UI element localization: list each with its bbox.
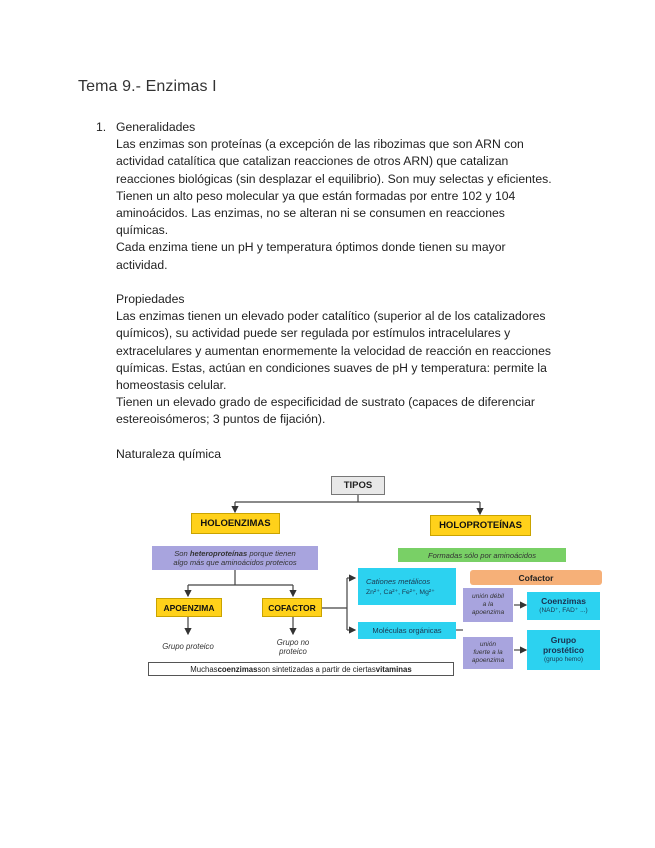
coenzimas-note: Muchas coenzimas son sintetizadas a partir de ciertas vitaminas: [148, 662, 454, 676]
grupo-prostetico-line: Grupo: [550, 635, 577, 645]
paragraph-line: estereoisómeros; 3 puntos de fijación).: [116, 412, 326, 427]
heteroproteinas-box: [152, 546, 318, 570]
grupo-proteico-label: Grupo proteico: [162, 641, 214, 651]
holoproteinas-box: HOLOPROTEÍNAS: [430, 515, 531, 536]
paragraph-line: homeostasis celular.: [116, 378, 227, 393]
heteroproteinas-line-1: Son heteroproteínas porque tienen: [174, 549, 296, 558]
section-generalidades: [116, 119, 586, 463]
paragraph-line: reacciones biológicas (sin desplazar el equilibrio). Son muy selectas y eficientes.: [116, 171, 552, 186]
paragraph-line: Tienen un alto peso molecular ya que están formadas por entre 102 y 104: [116, 188, 516, 203]
holoenzimas-box: HOLOENZIMAS: [191, 513, 280, 534]
paragraph-line: químicos), su actividad puede ser regulada por estímulos intracelulares y: [116, 326, 511, 341]
grupo-prostetico-sub: (grupo hemo): [543, 656, 584, 663]
page-title: Tema 9.- Enzimas I: [78, 78, 217, 95]
paragraph-line: actividad catalítica que catalizan reacciones de otros ARN) que catalizan: [116, 154, 509, 169]
grupo-prostetico-line: prostético: [542, 645, 585, 655]
section-heading: Generalidades: [116, 120, 196, 134]
cofactor-box: COFACTOR: [262, 598, 322, 617]
union-debil-line: apoenzima: [471, 609, 505, 616]
heteroproteinas-line-2: algo más que aminoácidos proteicos: [173, 558, 297, 567]
coenzimas-sub: (NAD⁺, FAD⁺ ...): [539, 607, 588, 614]
coenzimas-title: Coenzimas: [541, 596, 586, 606]
section-heading: Naturaleza química: [116, 446, 221, 461]
coenzimas-box: [527, 592, 600, 620]
section-number: 1.: [96, 120, 107, 134]
apoenzima-box: APOENZIMA: [156, 598, 222, 617]
formadas-box: Formadas sólo por aminoácidos: [398, 548, 566, 562]
cationes-ions: Zn²⁺, Ca²⁺, Fe²⁺, Mg²⁺: [366, 588, 435, 596]
union-fuerte-line: unión: [479, 641, 497, 648]
union-debil-line: a la: [482, 601, 494, 608]
union-debil-line: unión débil: [472, 593, 504, 600]
paragraph-line: Las enzimas tienen un elevado poder catalítico (superior al de los catalizadores: [116, 309, 546, 324]
paragraph-line: químicas. Estas, actúan en condiciones suaves de pH y temperatura: permite la: [116, 360, 547, 375]
paragraph-line: aminoácidos. Las enzimas, no se alteran ni se consumen en reacciones: [116, 206, 505, 221]
paragraph-line: actividad.: [116, 257, 168, 272]
cationes-box: [358, 568, 456, 605]
section-heading: Propiedades: [116, 292, 185, 307]
union-fuerte-line: apoenzima: [471, 657, 505, 664]
moleculas-box: Moléculas orgánicas: [358, 622, 456, 639]
grupo-no-line-2: proteico: [279, 647, 307, 656]
union-debil-box: [463, 588, 513, 622]
paragraph-line: Las enzimas son proteínas (a excepción de las ribozimas que son ARN con: [116, 137, 524, 152]
grupo-prostetico-box: [527, 630, 600, 670]
tipos-box: TIPOS: [331, 476, 385, 495]
paragraph-line: Tienen un elevado grado de especificidad de sustrato (capaces de diferenciar: [116, 395, 535, 410]
paragraph-line: químicas.: [116, 223, 169, 238]
paragraph-line: Cada enzima tiene un pH y temperatura óptimos donde tienen su mayor: [116, 240, 506, 255]
cationes-title: Cationes metálicos: [366, 576, 431, 586]
grupo-no-proteico-label: [262, 637, 324, 657]
paragraph-line: extracelulares y aumentan enormemente la velocidad de reacción en reacciones: [116, 343, 551, 358]
union-fuerte-line: fuerte a la: [473, 649, 503, 656]
grupo-no-line-1: Grupo no: [276, 638, 310, 647]
union-fuerte-box: [463, 637, 513, 669]
cofactor-label-box: Cofactor: [470, 570, 602, 585]
